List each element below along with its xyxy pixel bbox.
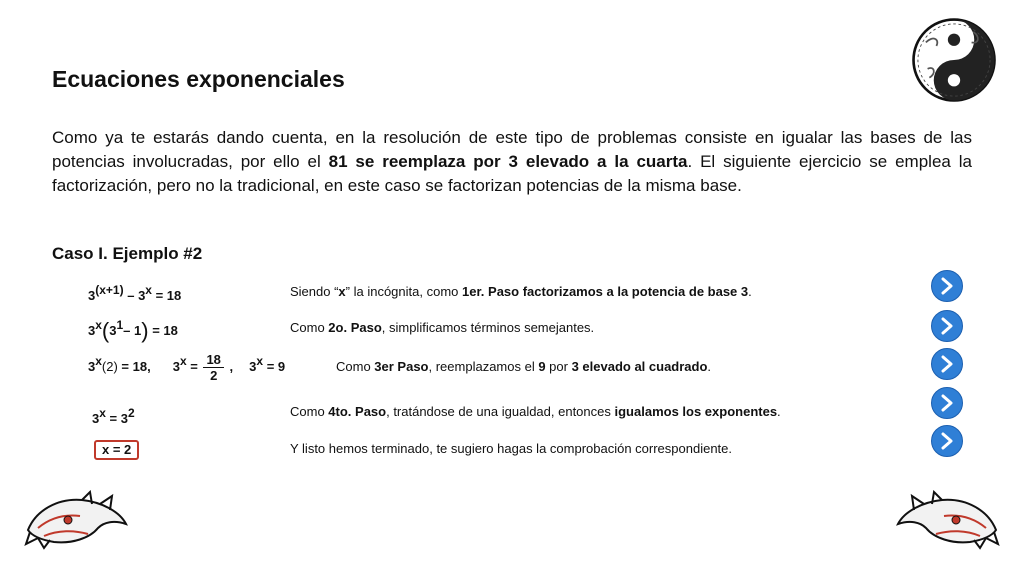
eq-exponent: 1 bbox=[116, 318, 124, 332]
eq-exponent: x bbox=[179, 353, 187, 368]
eq-exponent: 2 bbox=[127, 406, 135, 420]
eq-operator: = bbox=[186, 358, 202, 374]
eq-exponent: x bbox=[99, 406, 106, 420]
step-5-text bbox=[290, 441, 732, 456]
eq-paren-open: ( bbox=[101, 318, 110, 343]
page-title: Ecuaciones exponenciales bbox=[52, 66, 345, 92]
eq-factor: (2) bbox=[101, 358, 118, 374]
step-text: , tratándose de una igualdad, entonces bbox=[386, 404, 615, 419]
eq-base: 3 bbox=[249, 358, 257, 374]
eq-exponent: x bbox=[95, 353, 102, 368]
step-bold: 3er Paso bbox=[374, 359, 429, 374]
step-3-text bbox=[336, 359, 711, 374]
eq-exponent: x bbox=[256, 353, 264, 368]
dragon-left-icon bbox=[24, 490, 130, 552]
eq-base: 3 bbox=[88, 288, 96, 303]
eq-rhs: = 18, bbox=[117, 358, 151, 374]
step-text: . bbox=[748, 284, 752, 299]
step-2-text bbox=[290, 320, 594, 335]
answer-box: x = 2 bbox=[94, 440, 139, 460]
chevron-right-icon bbox=[939, 317, 955, 335]
eq-exponent: (x+1) bbox=[95, 283, 124, 297]
eq-rhs: = 18 bbox=[151, 288, 182, 303]
eq-paren-close: ) bbox=[141, 318, 149, 343]
step-text: Y listo hemos terminado, te sugiero hagas la comprobación correspondiente. bbox=[290, 441, 733, 456]
dragon-right-icon bbox=[894, 490, 1000, 552]
eq-base: 3 bbox=[88, 358, 96, 374]
yin-yang-logo-icon bbox=[910, 16, 998, 104]
step-bold: 2o. Paso bbox=[328, 320, 382, 335]
step-text: Como bbox=[336, 359, 375, 374]
equation-row-4 bbox=[92, 406, 135, 426]
equation-row-3 bbox=[88, 352, 285, 383]
step-bold: 3 elevado al cuadrado bbox=[571, 359, 708, 374]
eq-base: 3 bbox=[92, 411, 100, 426]
step-text: Como bbox=[290, 320, 329, 335]
chevron-right-icon bbox=[939, 394, 955, 412]
step-bold: igualamos los exponentes bbox=[614, 404, 778, 419]
step-bold: 4to. Paso bbox=[328, 404, 387, 419]
eq-rhs: = 18 bbox=[148, 323, 178, 338]
equation-row-2 bbox=[88, 318, 178, 344]
next-step-button-1[interactable] bbox=[931, 270, 963, 302]
eq-term: – 1 bbox=[123, 323, 142, 338]
step-text: . bbox=[707, 359, 712, 374]
eq-base: 3 bbox=[138, 288, 146, 303]
fraction-numerator: 18 bbox=[203, 352, 223, 368]
step-4-text bbox=[290, 404, 781, 419]
intro-text-2: . El siguiente ejercicio se emplea la factorización, pero no la tradicional, en este caso se factorizan potencias de la misma base. bbox=[52, 152, 972, 195]
eq-base: 3 bbox=[109, 323, 117, 338]
eq-base: 3 bbox=[172, 358, 180, 374]
step-text: ” la incógnita, como bbox=[345, 284, 462, 299]
eq-base: 3 bbox=[120, 411, 128, 426]
chevron-right-icon bbox=[939, 432, 955, 450]
step-text: , simplificamos términos semejantes. bbox=[381, 320, 595, 335]
eq-base: 3 bbox=[88, 323, 96, 338]
step-text: , reemplazamos el bbox=[428, 359, 539, 374]
case-heading: Caso I. Ejemplo #2 bbox=[52, 244, 203, 263]
step-bold: 1er. Paso factorizamos a la potencia de base 3 bbox=[462, 284, 749, 299]
next-step-button-4[interactable] bbox=[931, 387, 963, 419]
intro-bold-text: 81 se reemplaza por 3 elevado a la cuarta bbox=[328, 152, 688, 171]
eq-separator: , bbox=[225, 358, 234, 374]
eq-rhs: = 9 bbox=[263, 358, 286, 374]
step-1-text bbox=[290, 284, 752, 299]
step-text: Como bbox=[290, 404, 329, 419]
equation-row-1 bbox=[88, 283, 181, 303]
step-text: . bbox=[777, 404, 781, 419]
fraction-denominator: 2 bbox=[210, 368, 218, 383]
intro-paragraph bbox=[52, 126, 972, 198]
step-text: por bbox=[545, 359, 572, 374]
next-step-button-3[interactable] bbox=[931, 348, 963, 380]
chevron-right-icon bbox=[939, 355, 955, 373]
eq-operator: – bbox=[123, 288, 139, 303]
equation-row-5 bbox=[94, 440, 139, 460]
step-bold: x bbox=[338, 284, 346, 299]
step-text: Siendo “ bbox=[290, 284, 339, 299]
intro-text-1: Como ya te estarás dando cuenta, en la resolución de este tipo de problemas consiste en igualar las bases de las potencias involucradas, por ello el bbox=[52, 128, 972, 171]
next-step-button-5[interactable] bbox=[931, 425, 963, 457]
eq-fraction bbox=[203, 352, 223, 383]
next-step-button-2[interactable] bbox=[931, 310, 963, 342]
step-bold: 9 bbox=[538, 359, 546, 374]
eq-exponent: x bbox=[145, 283, 152, 297]
eq-exponent: x bbox=[95, 318, 102, 332]
chevron-right-icon bbox=[939, 277, 955, 295]
eq-operator: = bbox=[105, 411, 121, 426]
